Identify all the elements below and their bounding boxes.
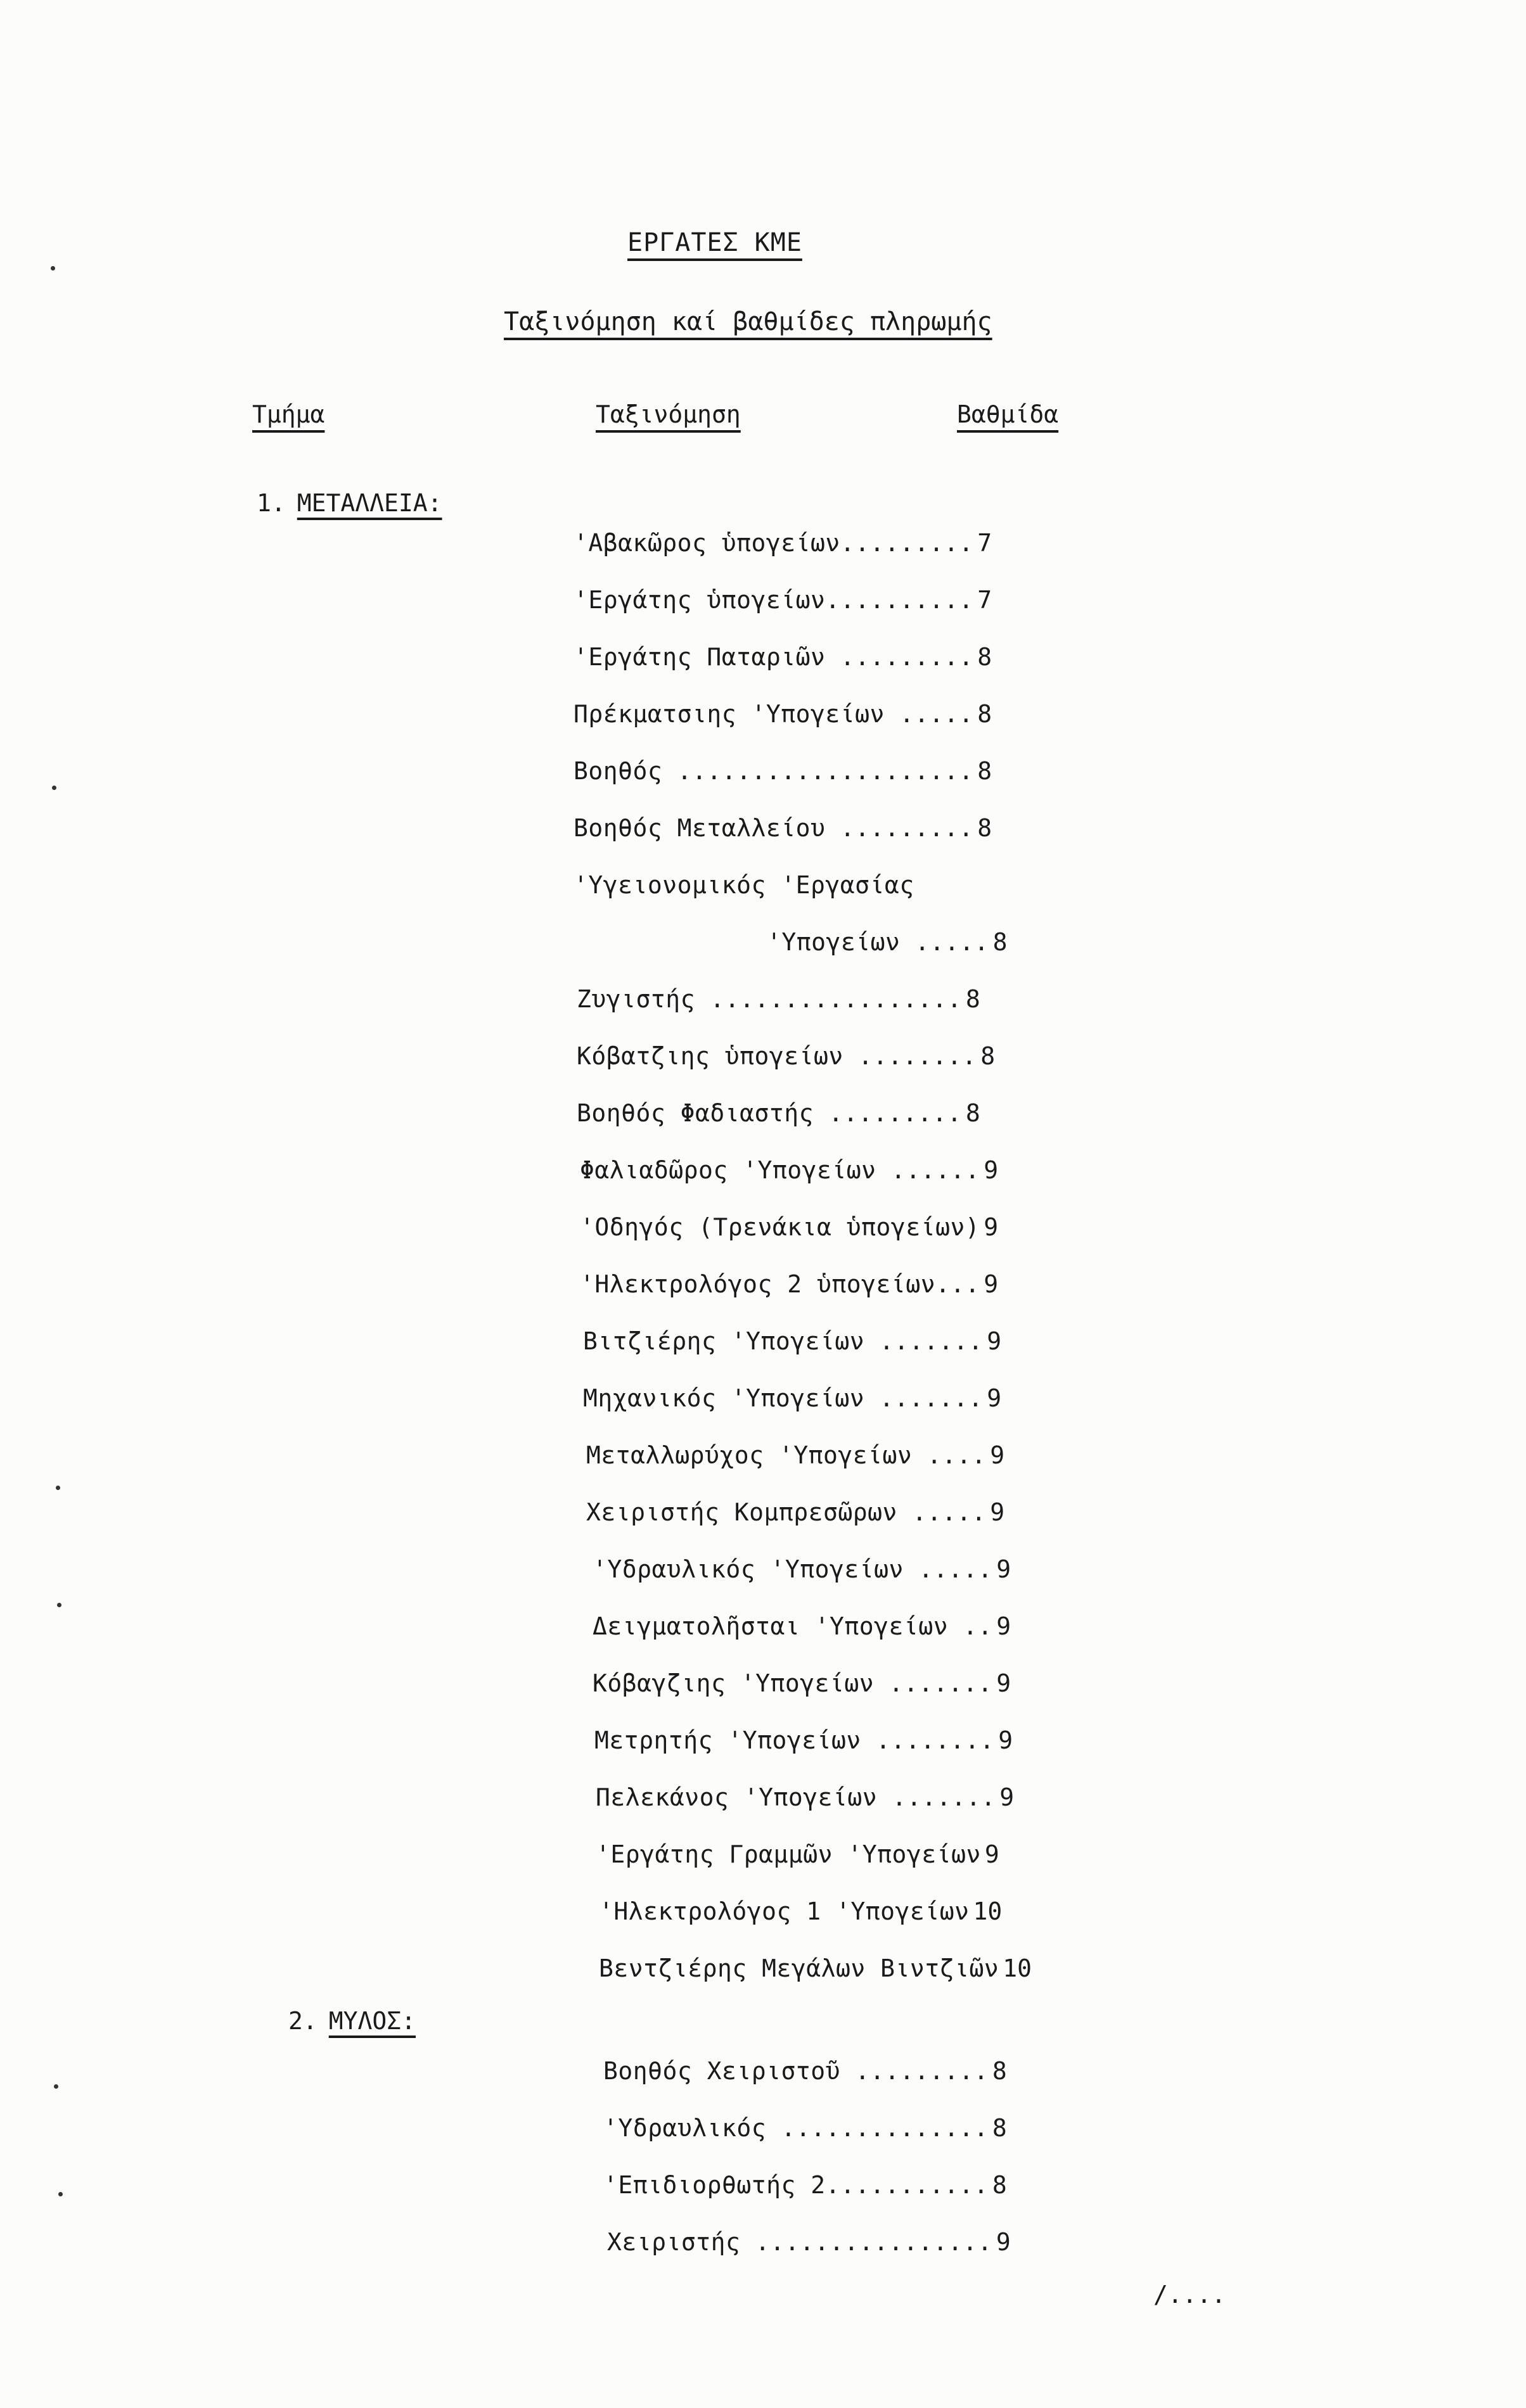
grade-value: 9	[990, 1441, 1005, 1469]
grade-value: 8	[992, 2171, 1007, 2199]
list-item	[574, 588, 992, 612]
grade-value: 8	[977, 814, 992, 842]
list-item	[596, 1842, 999, 1866]
list-item	[603, 2059, 1007, 2083]
job-title: Πελεκάνος 'Υπογείων .......	[596, 1783, 996, 1811]
list-item	[574, 816, 992, 840]
job-title: 'Ηλεκτρολόγος 2 ὑπογείων...	[580, 1270, 980, 1298]
grade-value: 8	[977, 643, 992, 671]
grade-value: 8	[965, 1099, 980, 1127]
list-item	[593, 1614, 1011, 1638]
list-item	[574, 873, 918, 897]
list-item	[599, 1899, 1002, 1923]
section-heading-metalleia	[257, 489, 442, 517]
job-title: Βοηθός Μεταλλείου .........	[574, 814, 974, 842]
job-title: Βοηθός ....................	[574, 757, 974, 785]
job-title: Χειριστής ................	[607, 2228, 992, 2256]
grade-value: 10	[973, 1897, 1003, 1925]
list-item	[603, 2116, 1007, 2140]
job-title: Μετρητής 'Υπογείων ........	[594, 1726, 995, 1754]
grade-value: 8	[977, 700, 992, 728]
job-title: Πρέκματσιης 'Υπογείων .....	[574, 700, 974, 728]
list-item	[583, 1329, 1001, 1353]
list-item	[586, 1443, 1004, 1467]
job-title: 'Υδραυλικός ..............	[603, 2114, 989, 2142]
list-item	[574, 759, 992, 783]
list-item	[603, 2173, 1007, 2197]
grade-value: 8	[965, 985, 980, 1013]
grade-value: 9	[996, 1669, 1011, 1697]
grade-value: 9	[998, 1726, 1013, 1754]
job-title: Δειγματολῆσται 'Υπογείων ..	[593, 1612, 993, 1640]
list-item	[577, 1044, 995, 1068]
section-name: ΜΥΛΟΣ:	[328, 2007, 416, 2035]
list-item	[577, 1101, 980, 1125]
list-item	[599, 1956, 1032, 1980]
document-subtitle: Ταξινόμηση καί βαθμίδες πληρωμής	[504, 307, 992, 336]
list-item	[583, 1386, 1001, 1410]
list-item	[580, 1215, 998, 1239]
job-title: Μηχανικός 'Υπογείων .......	[583, 1384, 984, 1412]
job-title: 'Ηλεκτρολόγος 1 'Υπογείων	[599, 1897, 970, 1925]
job-title: Βεντζιέρης Μεγάλων Βιντζιῶν	[599, 1954, 999, 1982]
scan-speck	[54, 2084, 58, 2089]
document-title: ΕΡΓΑΤΕΣ ΚΜΕ	[627, 228, 802, 257]
column-header-department: Τμήμα	[252, 400, 325, 428]
scan-speck	[51, 266, 55, 271]
list-item	[586, 1500, 1004, 1524]
list-item	[596, 1785, 1014, 1809]
column-header-classification: Ταξινόμηση	[596, 400, 741, 428]
grade-value: 9	[984, 1156, 999, 1184]
list-item	[580, 1272, 998, 1296]
grade-value: 8	[992, 928, 1008, 956]
list-item	[593, 1671, 1011, 1695]
job-title: Κόβαγζιης 'Υπογείων .......	[593, 1669, 993, 1697]
grade-value: 8	[992, 2114, 1007, 2142]
job-title: Βοηθός Φαδιαστής .........	[577, 1099, 962, 1127]
scan-speck	[57, 1603, 61, 1607]
scan-speck	[58, 2192, 63, 2196]
list-item	[580, 1158, 998, 1182]
job-title: 'Οδηγός (Τρενάκια ὑπογείων)	[580, 1213, 980, 1241]
grade-value: 9	[990, 1498, 1005, 1526]
job-title: Βοηθός Χειριστοῦ .........	[603, 2057, 989, 2085]
list-item	[607, 2230, 1011, 2254]
job-title: 'Εργάτης Παταριῶν .........	[574, 643, 974, 671]
grade-value: 8	[977, 757, 992, 785]
list-item	[574, 702, 992, 726]
job-title: 'Αβακῶρος ὑπογείων.........	[574, 529, 974, 557]
section-number: 1.	[257, 489, 286, 517]
grade-value: 9	[984, 1270, 999, 1298]
job-title: 'Εργάτης Γραμμῶν 'Υπογείων	[596, 1840, 981, 1868]
list-item	[574, 645, 992, 669]
grade-value: 9	[984, 1840, 999, 1868]
grade-value: 9	[996, 1612, 1011, 1640]
grade-value: 9	[987, 1384, 1002, 1412]
job-title: Μεταλλωρύχος 'Υπογείων ....	[586, 1441, 987, 1469]
job-title: Χειριστής Κομπρεσῶρων .....	[586, 1498, 987, 1526]
list-item	[593, 1557, 1011, 1581]
job-title: 'Επιδιορθωτής 2...........	[603, 2171, 989, 2199]
grade-value: 8	[992, 2057, 1007, 2085]
job-title: 'Υπογείων .....	[767, 928, 989, 956]
grade-value: 7	[977, 529, 992, 557]
grade-value: 10	[1003, 1954, 1032, 1982]
grade-value: 9	[996, 1555, 1011, 1583]
section-heading-mylos	[288, 2007, 416, 2035]
job-title: Φαλιαδῶρος 'Υπογείων ......	[580, 1156, 980, 1184]
job-title: Κόβατζιης ὑπογείων ........	[577, 1042, 977, 1070]
job-title: 'Εργάτης ὑπογείων..........	[574, 586, 974, 614]
scan-speck	[56, 1486, 60, 1490]
grade-value: 9	[996, 2228, 1011, 2256]
job-title: 'Υδραυλικός 'Υπογείων .....	[593, 1555, 993, 1583]
grade-value: 9	[984, 1213, 999, 1241]
scan-speck	[52, 786, 56, 790]
job-title: Ζυγιστής .................	[577, 985, 962, 1013]
section-number: 2.	[288, 2007, 317, 2035]
grade-value: 9	[987, 1327, 1002, 1355]
job-title: Βιτζιέρης 'Υπογείων .......	[583, 1327, 984, 1355]
list-item	[594, 1728, 1013, 1752]
job-title: 'Υγειονομικός 'Εργασίας	[574, 871, 914, 899]
section-name: ΜΕΤΑΛΛΕΙΑ:	[297, 489, 442, 517]
list-item	[574, 531, 992, 555]
grade-value: 9	[999, 1783, 1015, 1811]
grade-value: 8	[980, 1042, 996, 1070]
list-item	[767, 930, 1008, 954]
grade-value: 7	[977, 586, 992, 614]
list-item	[577, 987, 980, 1011]
column-header-grade: Βαθμίδα	[957, 400, 1059, 428]
continuation-mark: /....	[1153, 2281, 1226, 2309]
